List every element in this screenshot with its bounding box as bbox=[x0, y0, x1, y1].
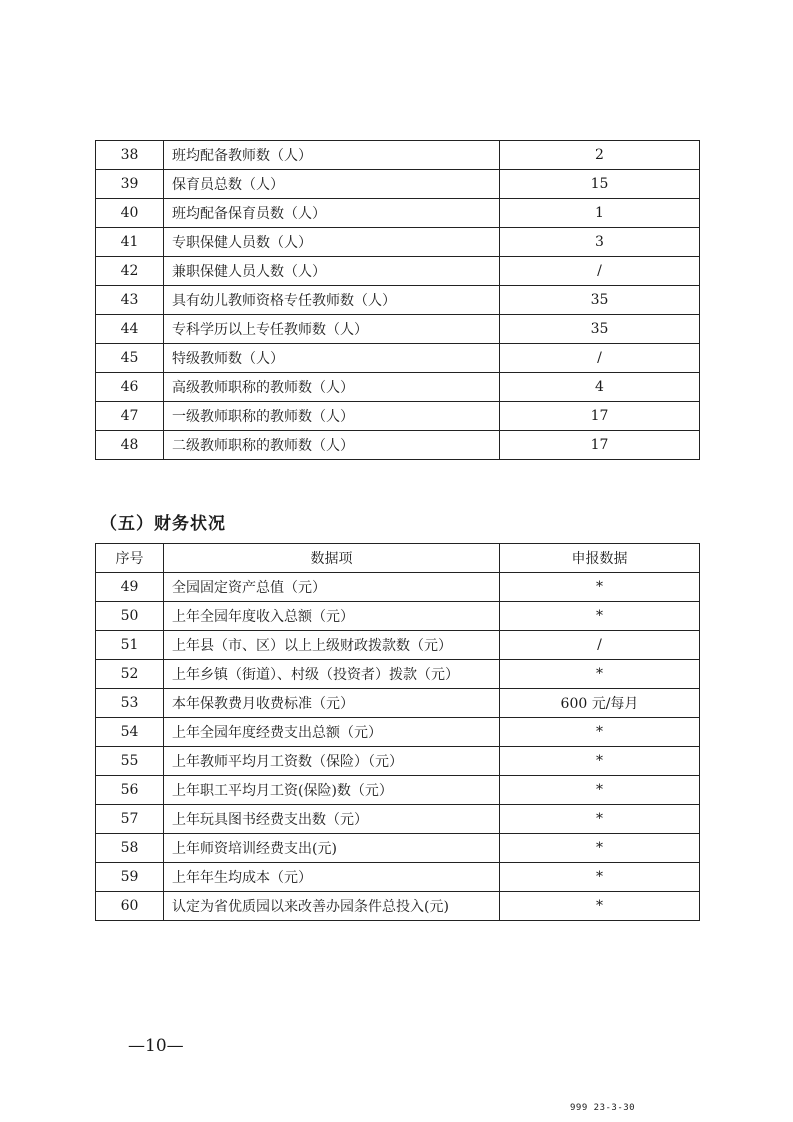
header-data-item: 数据项 bbox=[164, 544, 500, 573]
row-value: * bbox=[500, 747, 700, 776]
row-value: 2 bbox=[500, 141, 700, 170]
row-serial-no: 42 bbox=[96, 257, 164, 286]
table-header-row bbox=[96, 544, 700, 573]
row-data-item: 班均配备教师数（人） bbox=[164, 141, 500, 170]
table-row bbox=[96, 718, 700, 747]
row-value: * bbox=[500, 805, 700, 834]
row-value: * bbox=[500, 602, 700, 631]
table-row bbox=[96, 602, 700, 631]
row-data-item: 上年玩具图书经费支出数（元） bbox=[164, 805, 500, 834]
row-data-item: 上年年生均成本（元） bbox=[164, 863, 500, 892]
page-number: —10— bbox=[128, 1036, 184, 1056]
row-serial-no: 48 bbox=[96, 431, 164, 460]
row-value: 600 元/每月 bbox=[500, 689, 700, 718]
row-data-item: 上年乡镇（街道）、村级（投资者）拨款（元） bbox=[164, 660, 500, 689]
row-data-item: 上年全园年度收入总额（元） bbox=[164, 602, 500, 631]
row-data-item: 班均配备保育员数（人） bbox=[164, 199, 500, 228]
table-row bbox=[96, 344, 700, 373]
row-data-item: 具有幼儿教师资格专任教师数（人） bbox=[164, 286, 500, 315]
row-data-item: 上年师资培训经费支出(元) bbox=[164, 834, 500, 863]
row-value: * bbox=[500, 718, 700, 747]
table-row bbox=[96, 776, 700, 805]
print-stamp: 999 23-3-30 bbox=[570, 1103, 636, 1113]
row-serial-no: 53 bbox=[96, 689, 164, 718]
row-serial-no: 60 bbox=[96, 892, 164, 921]
row-value: / bbox=[500, 631, 700, 660]
table-row bbox=[96, 892, 700, 921]
row-serial-no: 57 bbox=[96, 805, 164, 834]
row-value: 17 bbox=[500, 402, 700, 431]
row-value: / bbox=[500, 257, 700, 286]
row-value: / bbox=[500, 344, 700, 373]
row-value: 17 bbox=[500, 431, 700, 460]
row-data-item: 上年全园年度经费支出总额（元） bbox=[164, 718, 500, 747]
row-data-item: 全园固定资产总值（元） bbox=[164, 573, 500, 602]
row-serial-no: 49 bbox=[96, 573, 164, 602]
row-serial-no: 52 bbox=[96, 660, 164, 689]
table-row bbox=[96, 228, 700, 257]
row-data-item: 一级教师职称的教师数（人） bbox=[164, 402, 500, 431]
table-row bbox=[96, 431, 700, 460]
row-value: * bbox=[500, 573, 700, 602]
row-data-item: 上年县（市、区）以上上级财政拨款数（元） bbox=[164, 631, 500, 660]
table-row bbox=[96, 805, 700, 834]
row-serial-no: 56 bbox=[96, 776, 164, 805]
row-data-item: 本年保教费月收费标准（元） bbox=[164, 689, 500, 718]
row-data-item: 认定为省优质园以来改善办园条件总投入(元) bbox=[164, 892, 500, 921]
row-value: * bbox=[500, 892, 700, 921]
row-serial-no: 51 bbox=[96, 631, 164, 660]
row-value: 35 bbox=[500, 286, 700, 315]
row-serial-no: 59 bbox=[96, 863, 164, 892]
row-serial-no: 44 bbox=[96, 315, 164, 344]
header-serial-no: 序号 bbox=[96, 544, 164, 573]
table-row bbox=[96, 747, 700, 776]
table-row bbox=[96, 199, 700, 228]
table-row bbox=[96, 141, 700, 170]
row-data-item: 兼职保健人员人数（人） bbox=[164, 257, 500, 286]
table-row bbox=[96, 257, 700, 286]
row-data-item: 上年职工平均月工资(保险)数（元） bbox=[164, 776, 500, 805]
row-serial-no: 54 bbox=[96, 718, 164, 747]
row-data-item: 上年教师平均月工资数（保险）（元） bbox=[164, 747, 500, 776]
table-row bbox=[96, 863, 700, 892]
header-reported-data: 申报数据 bbox=[500, 544, 700, 573]
row-serial-no: 39 bbox=[96, 170, 164, 199]
row-value: * bbox=[500, 834, 700, 863]
row-serial-no: 46 bbox=[96, 373, 164, 402]
row-serial-no: 50 bbox=[96, 602, 164, 631]
row-serial-no: 55 bbox=[96, 747, 164, 776]
row-data-item: 二级教师职称的教师数（人） bbox=[164, 431, 500, 460]
table-row bbox=[96, 660, 700, 689]
table-row bbox=[96, 402, 700, 431]
row-data-item: 高级教师职称的教师数（人） bbox=[164, 373, 500, 402]
row-value: * bbox=[500, 863, 700, 892]
table-row bbox=[96, 689, 700, 718]
row-value: 3 bbox=[500, 228, 700, 257]
row-data-item: 专职保健人员数（人） bbox=[164, 228, 500, 257]
table-row bbox=[96, 315, 700, 344]
row-serial-no: 38 bbox=[96, 141, 164, 170]
row-data-item: 保育员总数（人） bbox=[164, 170, 500, 199]
row-serial-no: 40 bbox=[96, 199, 164, 228]
table-row bbox=[96, 170, 700, 199]
finance-section-heading: （五）财务状况 bbox=[100, 514, 226, 534]
row-value: * bbox=[500, 660, 700, 689]
row-value: 4 bbox=[500, 373, 700, 402]
table-row bbox=[96, 573, 700, 602]
table-row bbox=[96, 631, 700, 660]
staff-data-table bbox=[95, 140, 700, 460]
row-data-item: 特级教师数（人） bbox=[164, 344, 500, 373]
row-value: 1 bbox=[500, 199, 700, 228]
table-row bbox=[96, 834, 700, 863]
row-serial-no: 41 bbox=[96, 228, 164, 257]
table-row bbox=[96, 286, 700, 315]
row-serial-no: 45 bbox=[96, 344, 164, 373]
row-serial-no: 47 bbox=[96, 402, 164, 431]
finance-data-table bbox=[95, 543, 700, 921]
row-value: 35 bbox=[500, 315, 700, 344]
row-value: * bbox=[500, 776, 700, 805]
row-serial-no: 58 bbox=[96, 834, 164, 863]
row-serial-no: 43 bbox=[96, 286, 164, 315]
table-row bbox=[96, 373, 700, 402]
row-data-item: 专科学历以上专任教师数（人） bbox=[164, 315, 500, 344]
row-value: 15 bbox=[500, 170, 700, 199]
